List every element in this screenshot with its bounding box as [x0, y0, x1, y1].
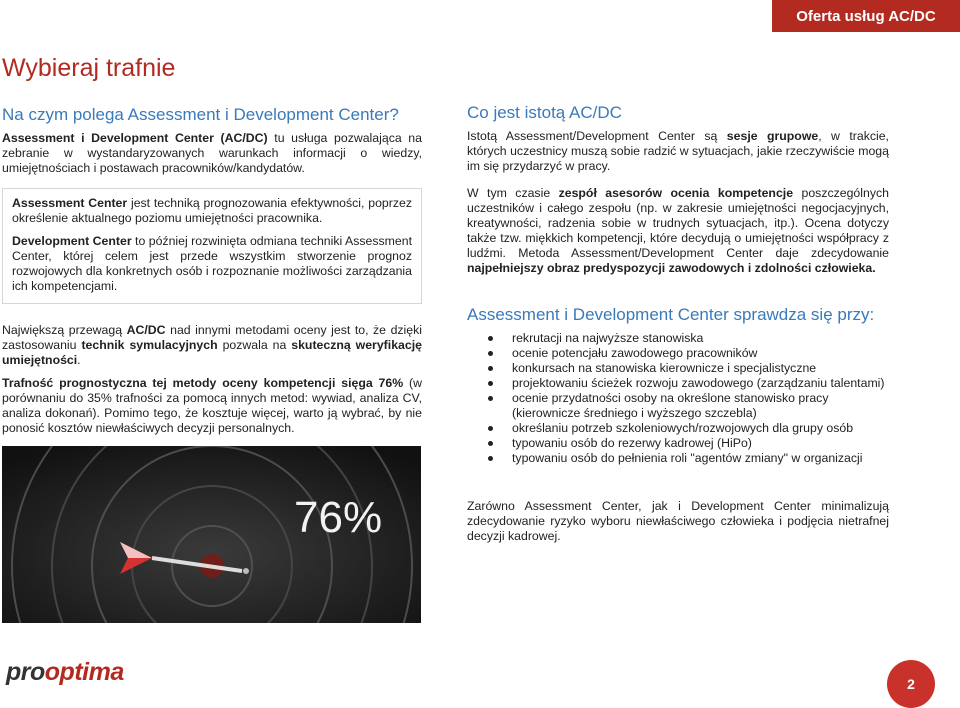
list-item: określaniu potrzeb szkoleniowych/rozwojowych dla grupy osób: [467, 421, 889, 436]
percentage-label: 76%: [294, 493, 383, 542]
list-item: rekrutacji na najwyższe stanowiska: [467, 331, 889, 346]
list-item: projektowaniu ścieżek rozwoju zawodowego (zarządzaniu talentami): [467, 376, 889, 391]
list-item: konkursach na stanowiska kierownicze i specjalistyczne: [467, 361, 889, 376]
page-number-badge: 2: [887, 660, 935, 708]
prooptima-logo: prooptima: [6, 658, 124, 686]
essence-paragraph: Istotą Assessment/Development Center są sesje grupowe, w trakcie, których uczestnicy muszą sobie radzić w sytuacjach, jakie rzeczywiście mogą im się przydarzyć w pracy.: [467, 129, 889, 173]
list-item: typowaniu osób do rezerwy kadrowej (HiPo): [467, 436, 889, 451]
advantage-paragraph: Największą przewagą AC/DC nad innymi metodami oceny jest to, że dzięki zastosowaniu technik symulacyjnych pozwala na skuteczną weryfikację umiejętności.: [2, 323, 423, 367]
closing-paragraph: Zarówno Assessment Center, jak i Development Center minimalizują zdecydowanie ryzyko wyboru niewłaściwego człowieka i podjęcia nietrafnej decyzji kadrowej.: [467, 499, 889, 543]
offer-tab: Oferta usług AC/DC: [772, 0, 960, 32]
left-heading: Na czym polega Assessment i Development Center?: [2, 105, 399, 124]
list-item: ocenie przydatności osoby na określone stanowisko pracy (kierownicze średniego i wyższego szczebla): [467, 391, 889, 421]
right-heading-1: Co jest istotą AC/DC: [467, 103, 622, 122]
development-definition: Development Center to później rozwinięta odmiana techniki Assessment Center, której celem jest przede wszystkim stworzenie prognoz rozwojowych dla konkretnych osób i rozpoznanie możliwości zarządzania ich kompetencjami.: [12, 234, 412, 293]
list-item: typowaniu osób do pełnienia roli "agentów zmiany" w organizacji: [467, 451, 889, 466]
intro-paragraph: Assessment i Development Center (AC/DC) tu usługa pozwalająca na zebranie w wystandaryzowanych warunkach informacji o wiedzy, umiejętnościach i postawach pracowników/kandydatów.: [2, 131, 422, 175]
right-column: [467, 105, 889, 544]
right-heading-2: Assessment i Development Center sprawdza się przy:: [467, 305, 875, 324]
accuracy-paragraph: Trafność prognostyczna tej metody oceny kompetencji sięga 76% (w porównaniu do 35% trafności za pomocą innych metod: wywiad, analiza CV, analiza dokonań). Pomimo tego, że kosztuje więcej, warto ją wybrać, by nie ponosić kosztów niewłaściwych decyzji personalnych.: [2, 376, 422, 435]
assessors-paragraph: W tym czasie zespół asesorów ocenia kompetencje poszczególnych uczestników i całego zespołu (np. w zakresie umiejętności negocjacyjnych, kreatywności, radzenia sobie w trudnych sytuacjach, itp.). Ocena dotyczy także tzw. miękkich kompetencji, które decydują o umiejętności współpracy z ludźmi. Metoda Assessment/Development Center daje zdecydowanie najpełniejszy obraz predyspozycji zawodowych i zdolności człowieka.: [467, 186, 889, 275]
list-item: ocenie potencjału zawodowego pracowników: [467, 346, 889, 361]
assessment-definition: Assessment Center jest techniką prognozowania efektywności, poprzez określenie aktualnego poziomu umiejętności pracownika.: [12, 196, 412, 225]
dartboard-photo: [2, 446, 421, 623]
left-column: [2, 107, 422, 436]
applications-list: [467, 331, 889, 466]
page-title: Wybieraj trafnie: [2, 54, 176, 82]
definitions-box: [2, 188, 422, 304]
